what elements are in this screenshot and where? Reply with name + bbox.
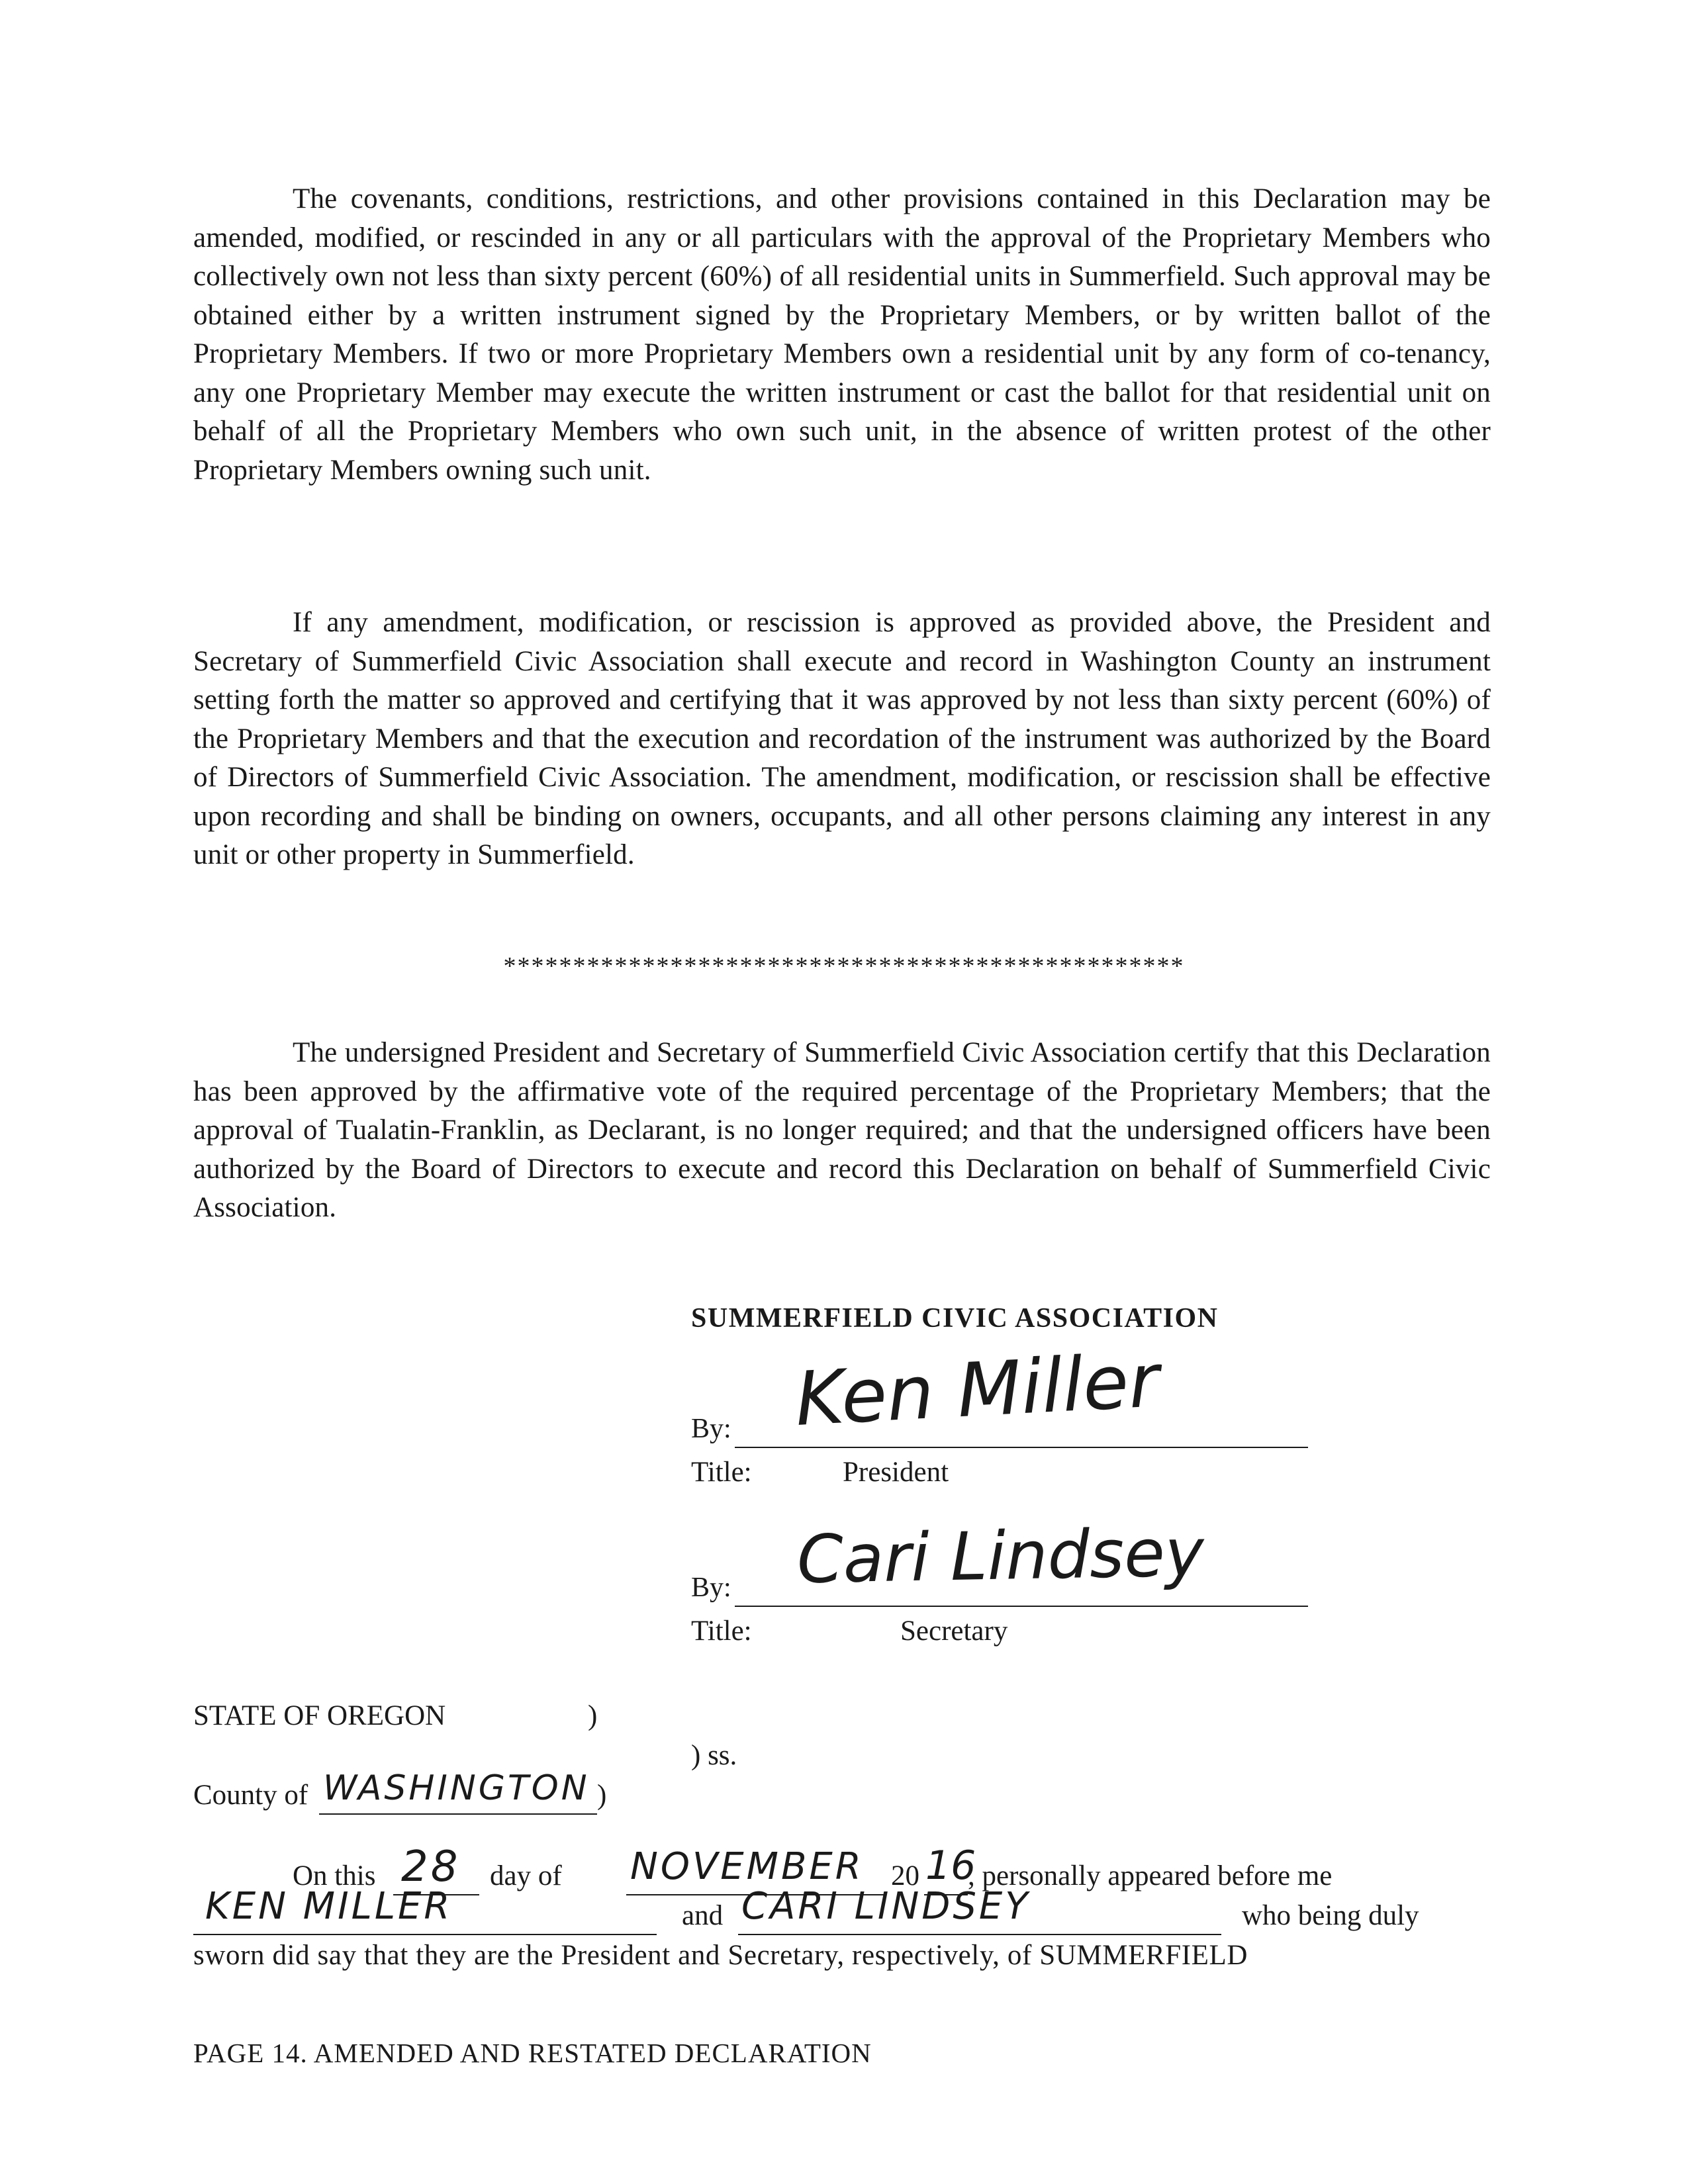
person1-line (193, 1934, 657, 1935)
year-suffix: 16 (925, 1843, 976, 1889)
person1-name: KEN MILLER (205, 1885, 453, 1928)
state-label: STATE OF OREGON (193, 1700, 446, 1731)
organization-heading: SUMMERFIELD CIVIC ASSOCIATION (691, 1303, 1219, 1334)
secretary-title-label: Title: (691, 1615, 752, 1647)
amendment-paragraph: The covenants, conditions, restrictions, and other provisions contained in this Declaration may be amended, modified, or rescinded in any or all particulars with the approval of the Proprietary Members who collectively own not less than sixty percent (60%) of all residential units in Summerfield. Such approval may be obtained either by a written instrument signed by the Proprietary Members, or by written ballot of the Proprietary Members. If two or more Proprietary Members own a residential unit by any form of co-tenancy, any one Proprietary Member may execute the written instrument or cast the ballot for that residential unit on behalf of all the Proprietary Members who own such unit, in the absence of written protest of the other Proprietary Members owning such unit. (193, 183, 1491, 486)
president-title-label: Title: (691, 1457, 752, 1488)
secretary-title: Secretary (900, 1615, 1008, 1647)
president-signature-line (735, 1447, 1308, 1448)
and-text: and (682, 1900, 724, 1931)
recording-paragraph: If any amendment, modification, or rescission is approved as provided above, the President and Secretary of Summerfield Civic Association shall execute and record in Washington County an instrument setting forth the matter so approved and certifying that it was approved by not less than sixty percent (60%) of the Proprietary Members and that the execution and recordation of the instrument was authorized by the Board of Directors of Summerfield Civic Association. The amendment, modification, or rescission shall be effective upon recording and shall be binding on owners, occupants, and all other persons claiming any interest in any unit or other property in Summerfield. (193, 607, 1491, 870)
certification-paragraph: The undersigned President and Secretary of Summerfield Civic Association certify that this Declaration has been approved by the affirmative vote of the required percentage of the Proprietary Members; that the approval of Tualatin-Franklin, as Declarant, is no longer required; and that the undersigned officers have been authorized by the Board of Directors to execute and record this Declaration on behalf of Summerfield Civic Association. (193, 1037, 1491, 1223)
section-separator: ************************************************* (503, 952, 1185, 980)
appeared-text: , personally appeared before me (968, 1860, 1333, 1891)
year-prefix: 20 (891, 1860, 919, 1891)
day-of-text: day of (490, 1860, 562, 1891)
president-by-label: By: (691, 1414, 731, 1444)
who-text: who being duly (1242, 1900, 1419, 1931)
page-footer: PAGE 14. AMENDED AND RESTATED DECLARATION (193, 2038, 872, 2068)
sworn-text: sworn did say that they are the President and Secretary, respectively, of SUMMERFIELD (193, 1940, 1248, 1971)
day-value: 28 (401, 1843, 461, 1891)
county-label: County of (193, 1780, 308, 1811)
president-title: President (843, 1457, 949, 1488)
county-paren: ) (597, 1780, 607, 1811)
secretary-signature: Cari Lindsey (796, 1514, 1205, 1598)
person2-name: CARI LINDSEY (741, 1885, 1031, 1928)
secretary-signature-line (735, 1606, 1308, 1607)
secretary-by-label: By: (691, 1572, 731, 1603)
person2-line (738, 1934, 1221, 1935)
county-line (319, 1813, 597, 1815)
president-signature: Ken Miller (793, 1338, 1162, 1443)
month-value: NOVEMBER (630, 1845, 864, 1888)
county-value: WASHINGTON (323, 1768, 590, 1808)
ss-label: ) ss. (691, 1740, 737, 1771)
on-this-text: On this (293, 1860, 376, 1891)
state-paren: ) (588, 1700, 598, 1731)
